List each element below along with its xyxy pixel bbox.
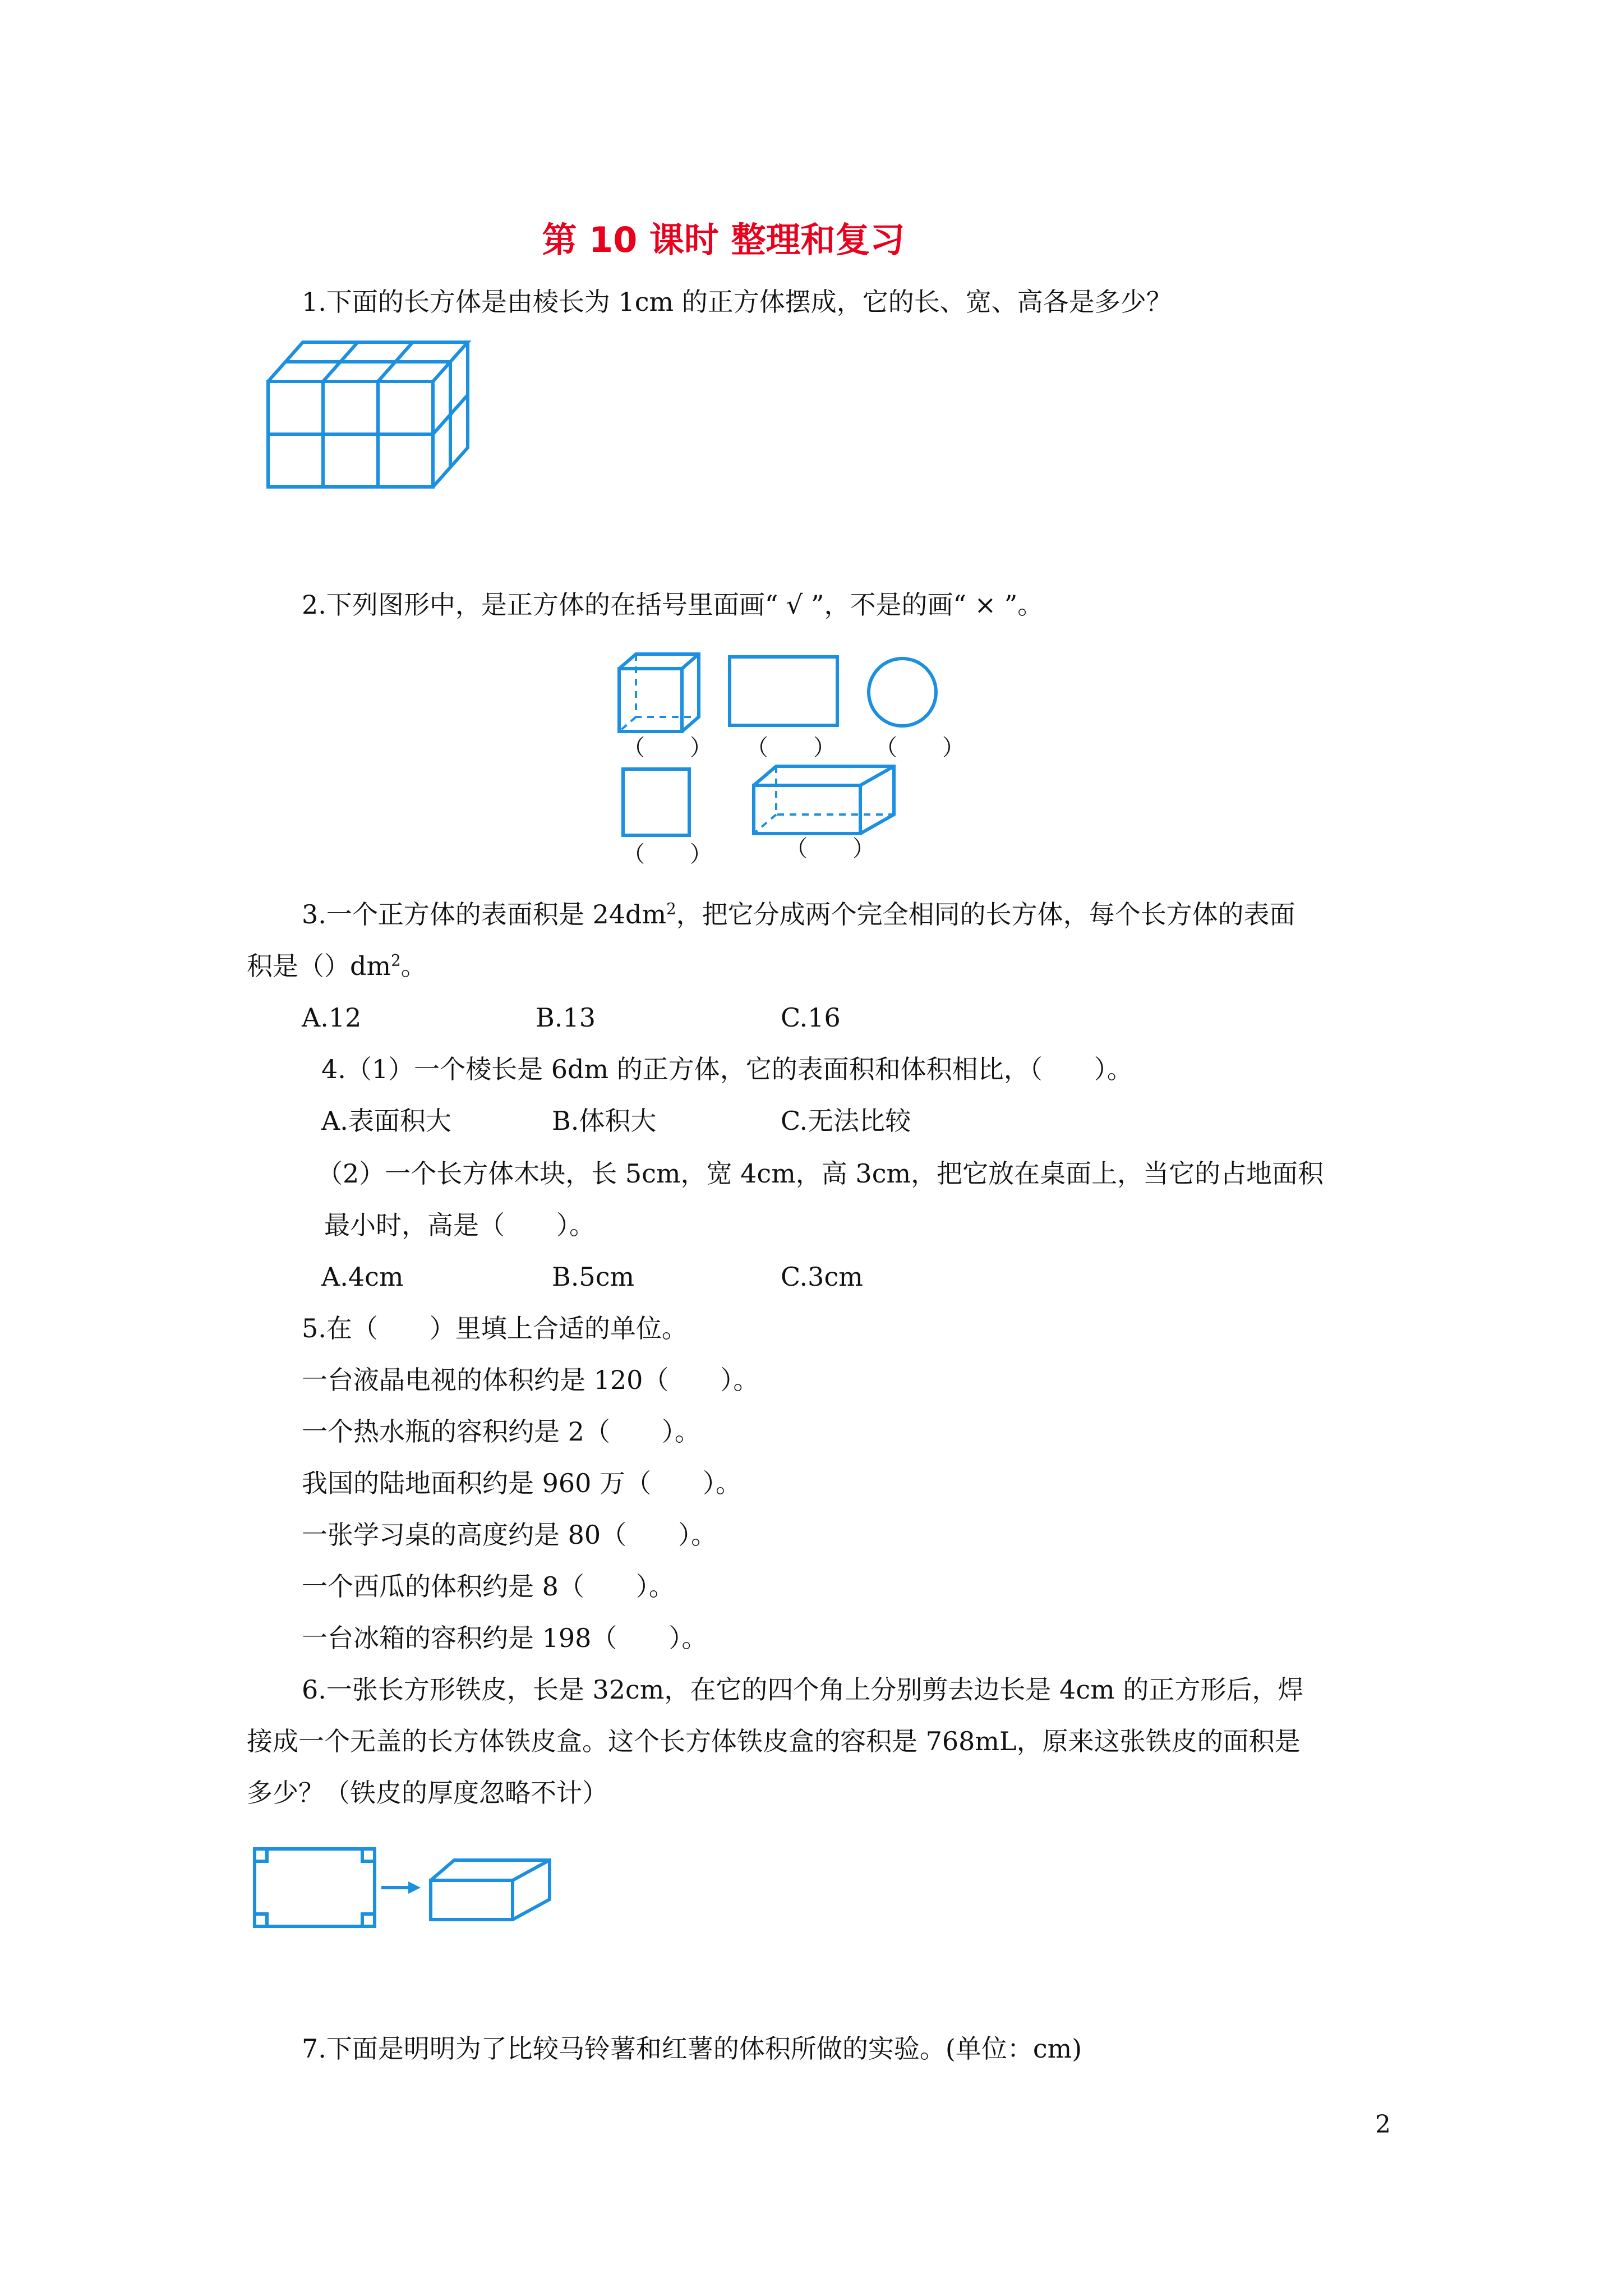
question-3-line-1: 3.一个正方体的表面积是 $24dm^2$，把它分成两个完全相同的长方体，每个长方体的表面 [302, 899, 1295, 930]
circle-figure [866, 656, 939, 729]
q5-item-desk: 一张学习桌的高度约是 80（ ）。 [302, 1520, 717, 1550]
q3-option-b[interactable]: B.13 [536, 1002, 596, 1033]
q5-item-thermos: 一个热水瓶的容积约是 2（ ）。 [302, 1416, 700, 1447]
question-4-2-line-1: （2）一个长方体木块，长 5cm，宽 4cm，高 3cm，把它放在桌面上，当它的占地面积 [317, 1158, 1324, 1189]
cube-stack-figure [264, 337, 477, 494]
question-4-1: 4.（1）一个棱长是 6dm 的正方体，它的表面积和体积相比，（ ）。 [321, 1054, 1133, 1084]
answer-paren-rectangle[interactable]: （ ） [746, 735, 836, 761]
question-2: 2.下列图形中，是正方体的在括号里面画“ √ ”，不是的画“ × ”。 [302, 590, 1044, 620]
answer-paren-cuboid[interactable]: （ ） [785, 836, 875, 862]
question-7: 7.下面是明明为了比较马铃薯和红薯的体积所做的实验。(单位：cm) [302, 2033, 1082, 2064]
rectangle-figure [728, 655, 840, 729]
answer-paren-cube[interactable]: （ ） [623, 735, 712, 761]
question-6-line-3: 多少？（铁皮的厚度忽略不计） [247, 1778, 608, 1808]
q3-option-c[interactable]: C.16 [781, 1002, 841, 1033]
page-number: 2 [1375, 2110, 1391, 2139]
q4-2-option-b[interactable]: B.5cm [552, 1262, 635, 1292]
q4-1-option-a[interactable]: A.表面积大 [321, 1106, 451, 1136]
q4-1-option-b[interactable]: B.体积大 [552, 1106, 657, 1136]
question-6-line-1: 6.一张长方形铁皮，长是 32cm，在它的四个角上分别剪去边长是 4cm 的正方形后，焊 [302, 1674, 1304, 1705]
question-6-line-2: 接成一个无盖的长方体铁皮盒。这个长方体铁皮盒的容积是 768mL，原来这张铁皮的面积是 [247, 1726, 1301, 1756]
question-1: 1.下面的长方体是由棱长为 1cm 的正方体摆成，它的长、宽、高各是多少？ [302, 287, 1172, 317]
q4-1-option-c[interactable]: C.无法比较 [781, 1106, 911, 1136]
answer-paren-square[interactable]: （ ） [623, 841, 712, 867]
q4-2-option-a[interactable]: A.4cm [321, 1262, 404, 1292]
cuboid-figure [751, 764, 897, 837]
square-figure [621, 767, 694, 840]
q5-item-tv: 一台液晶电视的体积约是 120（ ）。 [302, 1365, 759, 1395]
page-title: 第 10 课时 整理和复习 [542, 219, 905, 260]
question-5: 5.在（ ）里填上合适的单位。 [302, 1313, 688, 1343]
q5-item-watermelon: 一个西瓜的体积约是 8（ ）。 [302, 1571, 675, 1602]
cube-figure [617, 652, 712, 736]
question-4-2-line-2: 最小时，高是（ ）。 [324, 1210, 595, 1240]
answer-paren-circle[interactable]: （ ） [875, 735, 965, 761]
tin-sheet-to-box-figure [252, 1847, 555, 1931]
q5-item-fridge: 一台冰箱的容积约是 198（ ）。 [302, 1623, 708, 1653]
q3-option-a[interactable]: A.12 [302, 1002, 362, 1033]
q5-item-land-area: 我国的陆地面积约是 960 万（ ）。 [302, 1468, 742, 1498]
q4-2-option-c[interactable]: C.3cm [781, 1262, 863, 1292]
question-3-line-2: 积是$()dm^2$。 [247, 951, 427, 981]
